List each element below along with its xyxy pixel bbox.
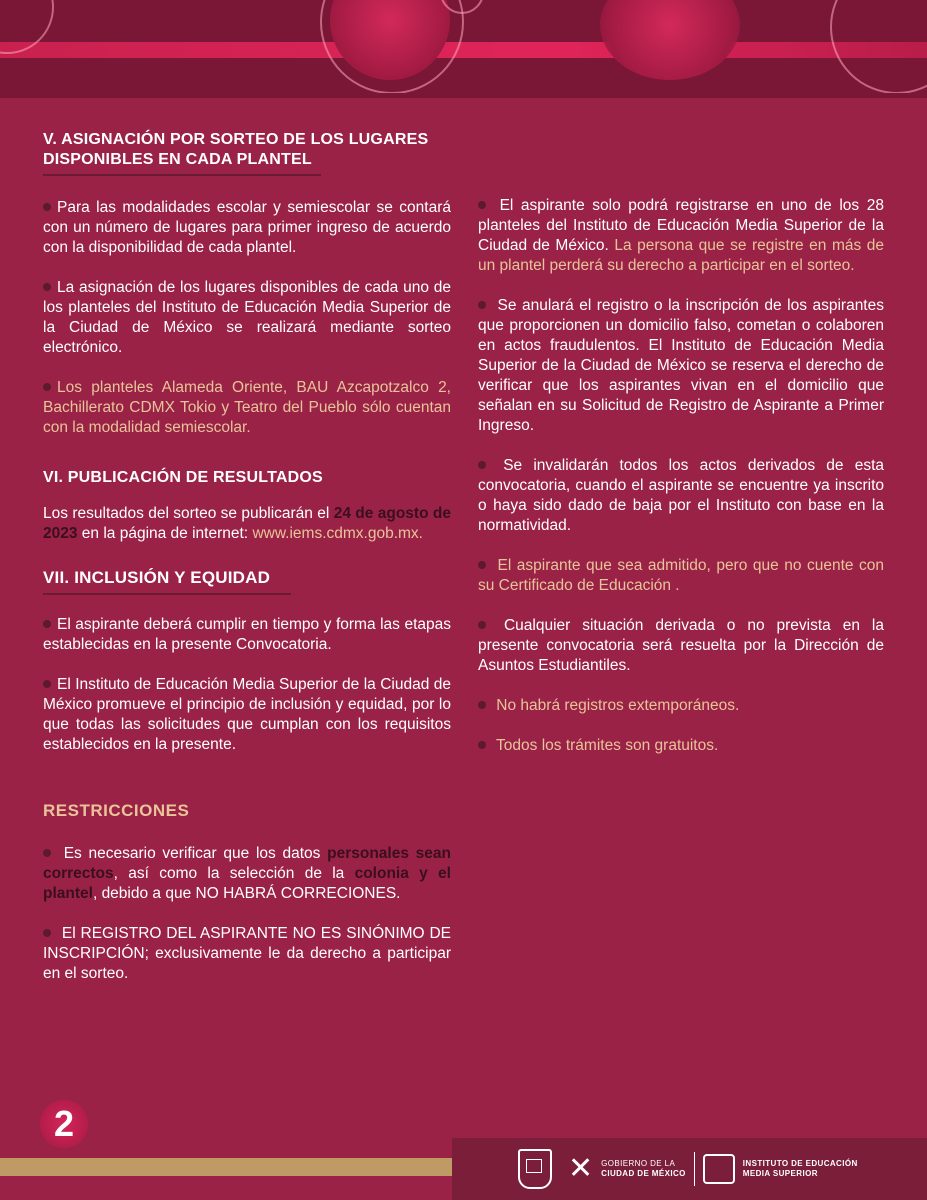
page-number: 2 — [40, 1100, 88, 1148]
paragraph-text: Se anulará el registro o la inscripción de los aspirantes que proporcionen un domicilio falso, cometan o colaboren en actos fraudulentos. El Instituto de Educación Media Superior de la Ciudad de México se reserva el derecho de verificar que los aspirantes vivan en el domicilio que señalan en su Solicitud de Registro de Aspirante a Primer Ingreso. — [478, 297, 884, 434]
section-5-title-line1: V. ASIGNACIÓN POR SORTEO DE LOS LUGARES — [43, 131, 429, 148]
list-item — [478, 696, 884, 716]
paragraph-text: El REGISTRO DEL ASPIRANTE NO ES SINÓNIMO DE INSCRIPCIÓN; exclusivamente le da derecho a participar en el sorteo. — [43, 925, 451, 982]
bullet-icon — [478, 621, 486, 629]
paragraph-text: El aspirante solo podrá registrarse en uno de los 28 planteles del Instituto de Educación Media Superior de la Ciudad de México. — [478, 197, 884, 254]
bullet-icon — [478, 301, 486, 309]
right-column — [478, 196, 884, 756]
bullet-icon — [478, 701, 486, 709]
paragraph-text: Para las modalidades escolar y semiescolar se contará con un número de lugares para primer ingreso de acuerdo con la disponibilidad de cada plantel. — [43, 199, 451, 256]
iems-line2: MEDIA SUPERIOR — [742, 1169, 818, 1178]
logo-divider — [694, 1152, 695, 1186]
results-paragraph — [43, 504, 451, 544]
paragraph-text: Los resultados del sorteo se publicarán el — [43, 505, 330, 522]
paragraph-text: Se invalidarán todos los actos derivados de esta convocatoria, cuando el aspirante se encuentre ya inscrito o haya sido dado de baja por el Instituto con base en la normatividad. — [478, 457, 884, 534]
bullet-icon — [478, 561, 486, 569]
bullet-icon — [43, 849, 51, 857]
gov-line1: GOBIERNO DE LA — [601, 1159, 676, 1168]
list-item — [43, 675, 451, 755]
paragraph-text: Cualquier situación derivada o no prevista en la presente convocatoria será resuelta por la Dirección de Asuntos Estudiantiles. — [478, 617, 884, 674]
banner-ring — [320, 0, 464, 94]
gov-logo-text — [601, 1159, 686, 1179]
paragraph-text: El aspirante que sea admitido, pero que no cuente con su Certificado de Educación . — [478, 557, 884, 594]
list-item — [478, 296, 884, 436]
section-6-title: VI. PUBLICACIÓN DE RESULTADOS — [43, 469, 323, 486]
list-item — [43, 924, 451, 984]
list-item — [43, 198, 451, 258]
paragraph-text: en la página de internet: — [77, 525, 249, 542]
list-item — [43, 615, 451, 655]
bullet-icon — [43, 283, 51, 291]
paragraph-text: Todos los trámites son gratuitos. — [492, 737, 719, 754]
section-7-underline — [43, 593, 291, 595]
restrictions-title: RESTRICCIONES — [43, 801, 190, 820]
section-5-heading — [43, 130, 451, 176]
banner-edge — [0, 93, 927, 98]
gov-line2: CIUDAD DE MÉXICO — [601, 1169, 686, 1178]
paragraph-text: La asignación de los lugares disponibles de cada uno de los planteles del Instituto de Educación Media Superior de la Ciudad de México se realizará mediante sorteo electrónico. — [43, 279, 451, 356]
banner-stripe — [0, 42, 927, 58]
footer-logos — [452, 1138, 927, 1200]
iems-logo-text — [743, 1159, 858, 1179]
bullet-icon — [478, 741, 486, 749]
bullet-icon — [43, 203, 51, 211]
list-item — [43, 378, 451, 438]
paragraph-text: Es necesario verificar que los datos — [57, 845, 321, 862]
highlight-text: La persona que se registre en más de un plantel perderá su derecho a participar en el sorteo. — [478, 237, 885, 274]
list-item — [43, 844, 451, 904]
paragraph-text: Los planteles Alameda Oriente, BAU Azcapotzalco 2, Bachillerato CDMX Tokio y Teatro del Pueblo sólo cuentan con la modalidad semiescolar. — [43, 379, 451, 436]
banner-ring — [830, 0, 927, 94]
header-banner — [0, 0, 927, 98]
footer-gold-bar — [0, 1158, 452, 1176]
results-date: 24 de agosto de 2023 — [43, 505, 451, 542]
list-item — [478, 556, 884, 596]
bullet-icon — [478, 201, 486, 209]
section-7-title: VII. INCLUSIÓN Y EQUIDAD — [43, 568, 271, 587]
paragraph-text: El aspirante deberá cumplir en tiempo y forma las etapas establecidas en la presente Convocatoria. — [43, 616, 451, 653]
paragraph-text: , debido a que NO HABRÁ CORRECIONES. — [92, 885, 401, 902]
list-item — [478, 196, 884, 276]
list-item — [478, 456, 884, 536]
paragraph-text: , así como la selección de la — [113, 865, 355, 882]
cdmx-logo-icon: ✕ — [568, 1152, 594, 1185]
bullet-icon — [43, 680, 51, 688]
left-column — [43, 130, 451, 984]
cdmx-shield-icon — [518, 1149, 552, 1189]
section-5-underline — [43, 174, 321, 176]
banner-decoration — [600, 0, 740, 80]
iems-logo-icon — [703, 1154, 735, 1184]
list-item — [478, 616, 884, 676]
highlight-text: personales sean correctos — [43, 845, 452, 882]
bullet-icon — [43, 383, 51, 391]
paragraph-text: El Instituto de Educación Media Superior de la Ciudad de México promueve el principio de inclusión y equidad, por lo que todas las solicitudes que cumplan con los requisitos establecidos en la presente. — [43, 676, 451, 753]
paragraph-text: No habrá registros extemporáneos. — [492, 697, 740, 714]
iems-line1: INSTITUTO DE EDUCACIÓN — [742, 1159, 858, 1168]
list-item — [478, 736, 884, 756]
section-7-heading — [43, 568, 451, 595]
list-item — [43, 278, 451, 358]
bullet-icon — [43, 620, 51, 628]
section-5-title-line2: DISPONIBLES EN CADA PLANTEL — [43, 151, 312, 168]
bullet-icon — [43, 929, 51, 937]
bullet-icon — [478, 461, 486, 469]
website-link[interactable]: www.iems.cdmx.gob.mx. — [252, 525, 423, 542]
highlight-text: colonia y el plantel — [43, 865, 451, 902]
